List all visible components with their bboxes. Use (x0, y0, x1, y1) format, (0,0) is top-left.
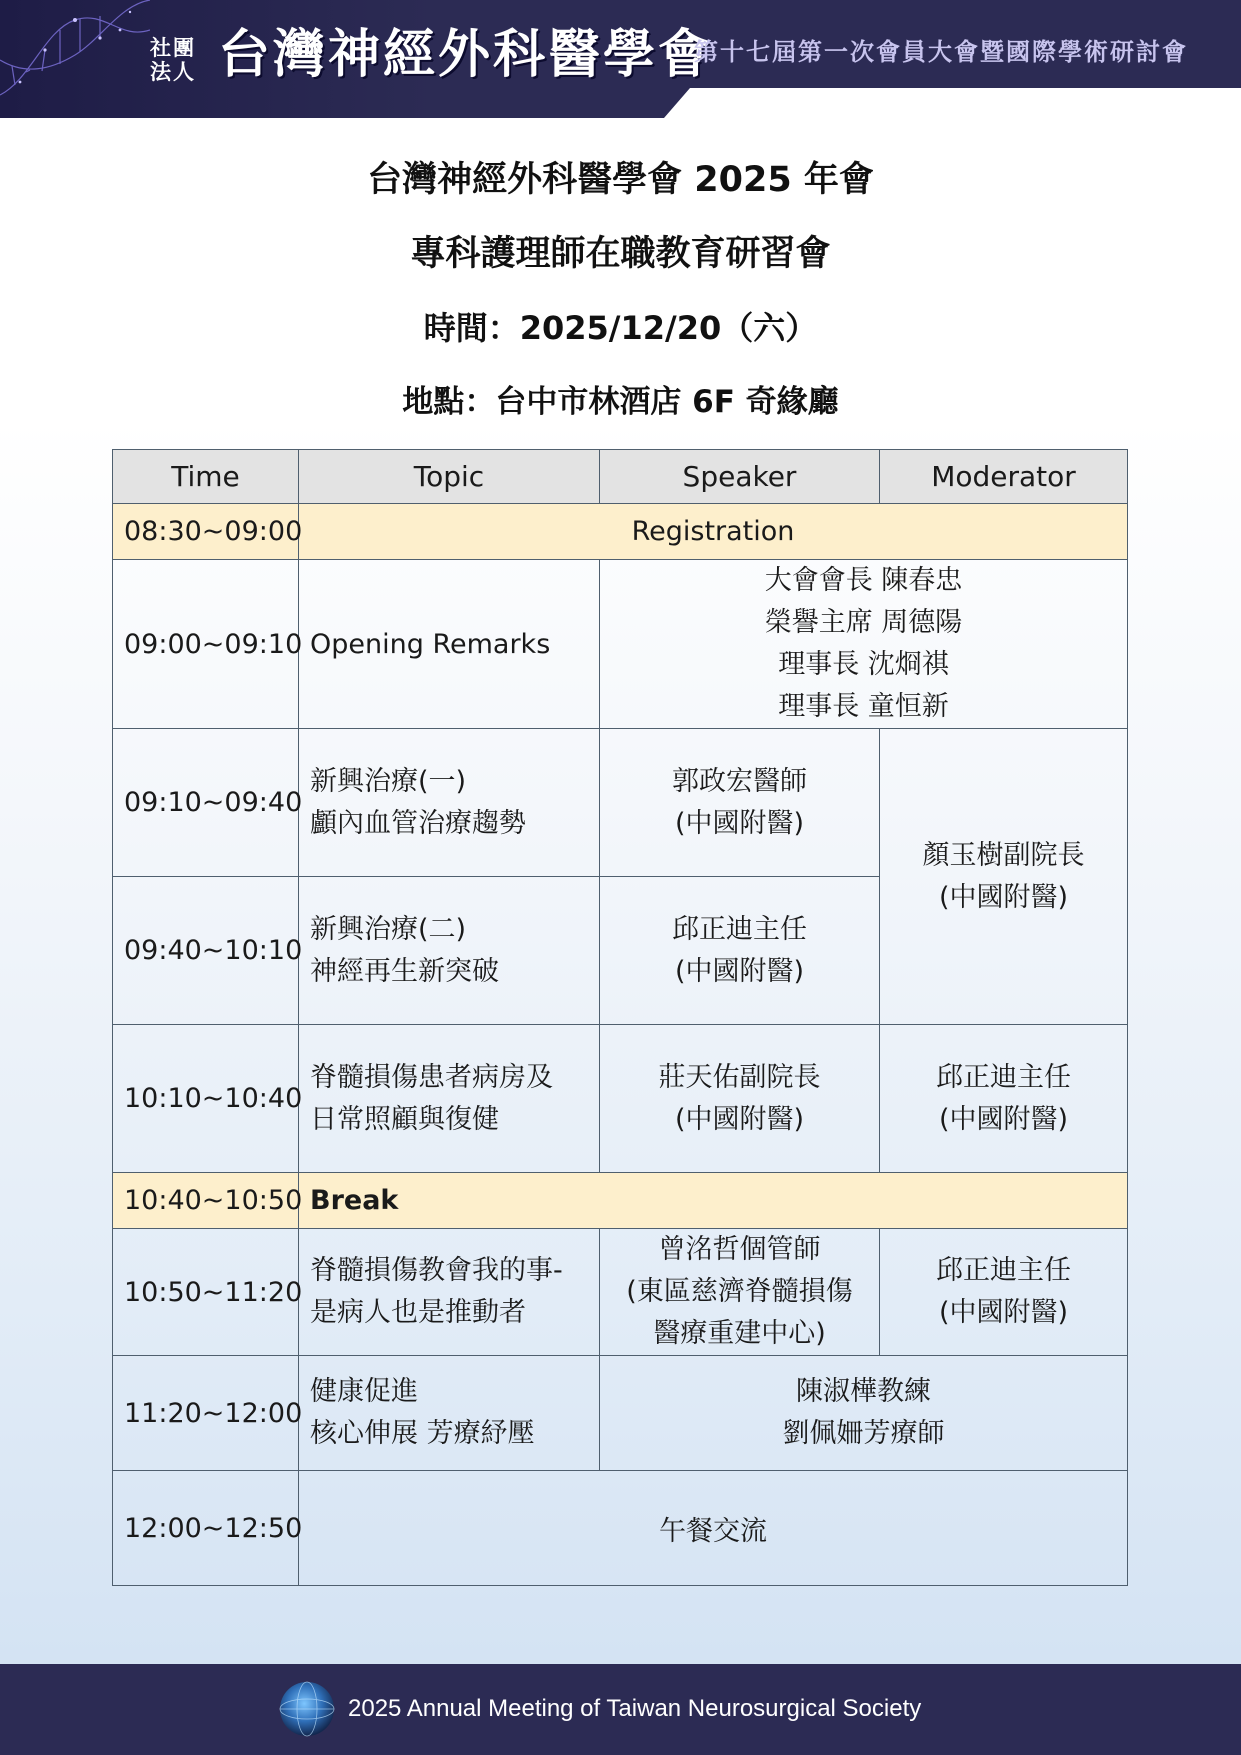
meeting-title: 第十七屆第一次會員大會暨國際學術研討會 (694, 38, 1188, 66)
event-venue: 地點：台中市林酒店 6F 奇緣廳 (402, 384, 839, 420)
topic-cell (299, 729, 600, 877)
moderator-line: (中國附醫) (938, 1297, 1069, 1328)
topic-line: 脊髓損傷患者病房及 (310, 1061, 553, 1093)
time-cell: 12:00~12:50 (113, 1471, 299, 1586)
speaker-cell (600, 1025, 880, 1173)
time-cell: 10:10~10:40 (113, 1025, 299, 1173)
time-cell: 10:40~10:50 (113, 1173, 299, 1229)
document-titles (0, 158, 1241, 424)
schedule-table (112, 449, 1128, 1586)
table-row (113, 504, 1128, 560)
speaker-line: 陳淑樺教練 (796, 1376, 931, 1407)
topic-line: 新興治療(一) (310, 765, 467, 797)
speaker-line: (東區慈濟脊髓損傷 (626, 1276, 853, 1307)
time-cell: 09:10~09:40 (113, 729, 299, 877)
moderator-line: 邱正迪主任 (936, 1255, 1071, 1286)
header-moderator: Moderator (880, 450, 1128, 504)
footer-banner (0, 1664, 1241, 1755)
topic-cell (299, 1229, 600, 1356)
break-cell: Break (299, 1173, 1128, 1229)
speaker-line: (中國附醫) (674, 955, 805, 987)
moderator-line: (中國附醫) (938, 1103, 1069, 1135)
table-row (113, 1173, 1128, 1229)
time-cell: 10:50~11:20 (113, 1229, 299, 1356)
speaker-cell (600, 729, 880, 877)
table-row (113, 1229, 1128, 1356)
registration-cell: Registration (299, 504, 1128, 560)
lunch-cell: 午餐交流 (299, 1471, 1128, 1586)
topic-cell: Opening Remarks (299, 560, 600, 729)
topic-line: 核心伸展 芳療紓壓 (310, 1418, 535, 1449)
topic-cell (299, 877, 600, 1025)
moderator-line: 顏玉樹副院長 (922, 839, 1085, 871)
dna-helix-icon (0, 0, 150, 118)
speaker-line: 郭政宏醫師 (672, 765, 807, 797)
speaker-cell (600, 1356, 1128, 1471)
org-type-line2: 法人 (150, 60, 196, 84)
speaker-cell (600, 560, 1128, 729)
moderator-cell (880, 1025, 1128, 1173)
footer-text: 2025 Annual Meeting of Taiwan Neurosurgical Society (348, 1695, 922, 1722)
org-type-label (150, 36, 206, 84)
table-row (113, 1025, 1128, 1173)
table-row (113, 729, 1128, 877)
globe-logo-icon (276, 1678, 338, 1740)
time-cell: 09:00~09:10 (113, 560, 299, 729)
speaker-line: 理事長 童恒新 (778, 691, 949, 722)
topic-line: 脊髓損傷教會我的事- (310, 1255, 563, 1286)
moderator-cell (880, 1229, 1128, 1356)
time-cell: 08:30~09:00 (113, 504, 299, 560)
speaker-line: 理事長 沈烱祺 (778, 649, 949, 680)
topic-line: 健康促進 (310, 1376, 418, 1407)
speaker-line: 邱正迪主任 (672, 913, 807, 945)
table-row (113, 1471, 1128, 1586)
speaker-line: 莊天佑副院長 (658, 1061, 821, 1093)
topic-line: 神經再生新突破 (310, 955, 499, 987)
speaker-line: 大會會長 陳春忠 (764, 565, 963, 596)
session-title: 專科護理師在職教育研習會 (410, 234, 831, 274)
event-date: 時間：2025/12/20（六） (423, 309, 818, 347)
header-banner (0, 0, 1241, 118)
speaker-line: 曾洺哲個管師 (658, 1234, 821, 1265)
table-header-row (113, 450, 1128, 504)
moderator-cell (880, 729, 1128, 1025)
topic-line: 顱內血管治療趨勢 (310, 807, 526, 839)
topic-line: 新興治療(二) (310, 913, 467, 945)
moderator-line: (中國附醫) (938, 881, 1069, 913)
topic-line: 是病人也是推動者 (310, 1297, 526, 1328)
org-type-line1: 社團 (150, 36, 196, 60)
topic-line: 日常照顧與復健 (310, 1103, 499, 1135)
header-speaker: Speaker (600, 450, 880, 504)
time-cell: 11:20~12:00 (113, 1356, 299, 1471)
time-cell: 09:40~10:10 (113, 877, 299, 1025)
table-row (113, 560, 1128, 729)
speaker-cell (600, 877, 880, 1025)
moderator-line: 邱正迪主任 (936, 1061, 1071, 1093)
org-name: 台灣神經外科醫學會 (218, 25, 714, 85)
event-title: 台灣神經外科醫學會 2025 年會 (367, 160, 874, 200)
speaker-line: 榮譽主席 周德陽 (764, 607, 963, 638)
topic-cell (299, 1025, 600, 1173)
speaker-line: 劉佩姍芳療師 (782, 1418, 945, 1449)
table-row (113, 1356, 1128, 1471)
speaker-line: (中國附醫) (674, 807, 805, 839)
speaker-cell (600, 1229, 880, 1356)
speaker-line: 醫療重建中心) (653, 1318, 826, 1349)
speaker-line: (中國附醫) (674, 1103, 805, 1135)
header-time: Time (113, 450, 299, 504)
topic-cell (299, 1356, 600, 1471)
header-topic: Topic (299, 450, 600, 504)
